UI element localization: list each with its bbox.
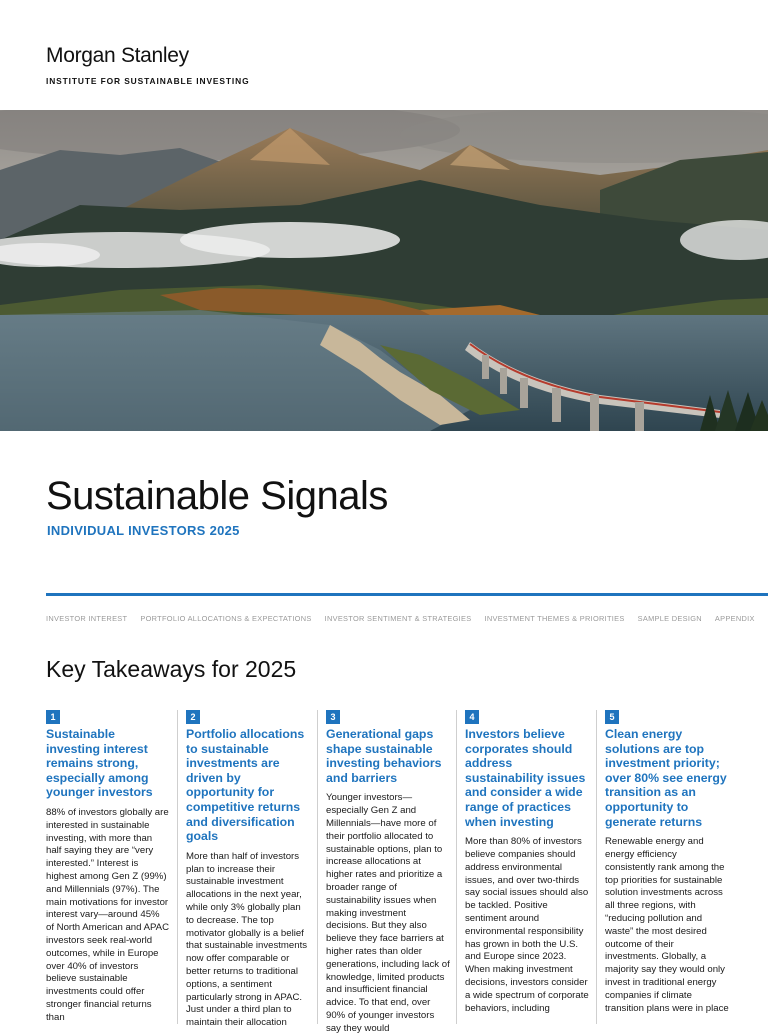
- section-nav: [46, 614, 768, 623]
- takeaway-3: [326, 710, 450, 1036]
- takeaway-heading: Portfolio allocations to sustainable investments are driven by opportunity for competitive returns and diversification goals: [186, 727, 305, 844]
- nav-investor-sentiment[interactable]: INVESTOR SENTIMENT & STRATEGIES: [324, 614, 472, 623]
- takeaway-heading: Investors believe corporates should address sustainability issues and consider a wide range of practices when investing: [465, 727, 586, 829]
- takeaway-heading: Sustainable investing interest remains strong, especially among younger investors: [46, 727, 153, 800]
- column-divider: [456, 710, 457, 1024]
- nav-appendix[interactable]: APPENDIX: [714, 614, 755, 623]
- landscape-illustration: [0, 110, 768, 431]
- hero-image: [0, 110, 768, 431]
- nav-investment-themes[interactable]: INVESTMENT THEMES & PRIORITIES: [484, 614, 625, 623]
- takeaway-number-badge: 5: [605, 710, 619, 724]
- takeaway-2: [186, 710, 310, 1030]
- nav-portfolio-allocations[interactable]: PORTFOLIO ALLOCATIONS & EXPECTATIONS: [140, 614, 312, 623]
- section-divider: [46, 593, 768, 596]
- takeaway-number-badge: 2: [186, 710, 200, 724]
- logo-subtitle: INSTITUTE FOR SUSTAINABLE INVESTING: [46, 76, 250, 86]
- takeaway-body: More than 80% of investors believe companies should address environmental issues, and over two-thirds say social issues should also be tackled. Positive sentiment around environmental responsibility has grown in both the U.S. and Europe since 2023. When making investment decisions, investors consider a wide spectrum of corporate behaviors, including: [465, 836, 589, 1014]
- takeaway-4: [465, 710, 589, 1015]
- column-divider: [596, 710, 597, 1024]
- column-divider: [177, 710, 178, 1024]
- column-divider: [317, 710, 318, 1024]
- section-heading: Key Takeaways for 2025: [46, 656, 297, 682]
- takeaway-1: [46, 710, 170, 1025]
- takeaway-body: Younger investors—especially Gen Z and Millennials—have more of their portfolio allocated to sustainable options, plan to increase allocations at higher rates and prioritize a broader range of sustainability issues when making investment decisions. But they also believe they face barriers at higher rates than older generations, including lack of knowledge, limited products and insufficient financial advice. To that end, over 90% of younger investors say they would: [326, 792, 450, 1034]
- morgan-stanley-logo[interactable]: [46, 44, 250, 86]
- report-title: Sustainable Signals: [46, 474, 388, 518]
- takeaway-body: More than half of investors plan to increase their sustainable investment allocations in the next year, while only 3% globally plan to decrease. The top motivator globally is a belief that sustainable investments now offer comparable or better returns to traditional options, a sentiment particularly strong in APAC. Just under a third plan to maintain their allocation: [186, 850, 308, 1029]
- logo-name: Morgan Stanley: [46, 44, 189, 67]
- takeaway-5: [605, 710, 729, 1015]
- report-subtitle: INDIVIDUAL INVESTORS 2025: [47, 523, 240, 538]
- nav-investor-interest[interactable]: INVESTOR INTEREST: [46, 614, 128, 623]
- takeaway-number-badge: 3: [326, 710, 340, 724]
- takeaway-heading: Clean energy solutions are top investment priority; over 80% see energy transition as an opportunity to generate returns: [605, 727, 727, 829]
- takeaway-body: Renewable energy and energy efficiency consistently rank among the top priorities for sustainable solution investments across all three regions, with “reducing pollution and waste” the most desired outcome of their investments. Globally, a majority say they would only invest in traditional energy companies if climate transition plans were in place: [605, 836, 729, 1014]
- takeaway-number-badge: 4: [465, 710, 479, 724]
- takeaway-heading: Generational gaps shape sustainable investing behaviors and barriers: [326, 727, 442, 785]
- takeaway-body: 88% of investors globally are interested in sustainable investing, with more than half saying they are “very interested.” Interest is highest among Gen Z (99%) and Millennials (97%). The main motivations for investor interest vary—around 45% of North American and APAC investors seek real-world outcomes, while in Europe over 40% of investors believe sustainable investments could offer stronger financial returns than: [46, 806, 170, 1023]
- nav-sample-design[interactable]: SAMPLE DESIGN: [637, 614, 702, 623]
- takeaway-number-badge: 1: [46, 710, 60, 724]
